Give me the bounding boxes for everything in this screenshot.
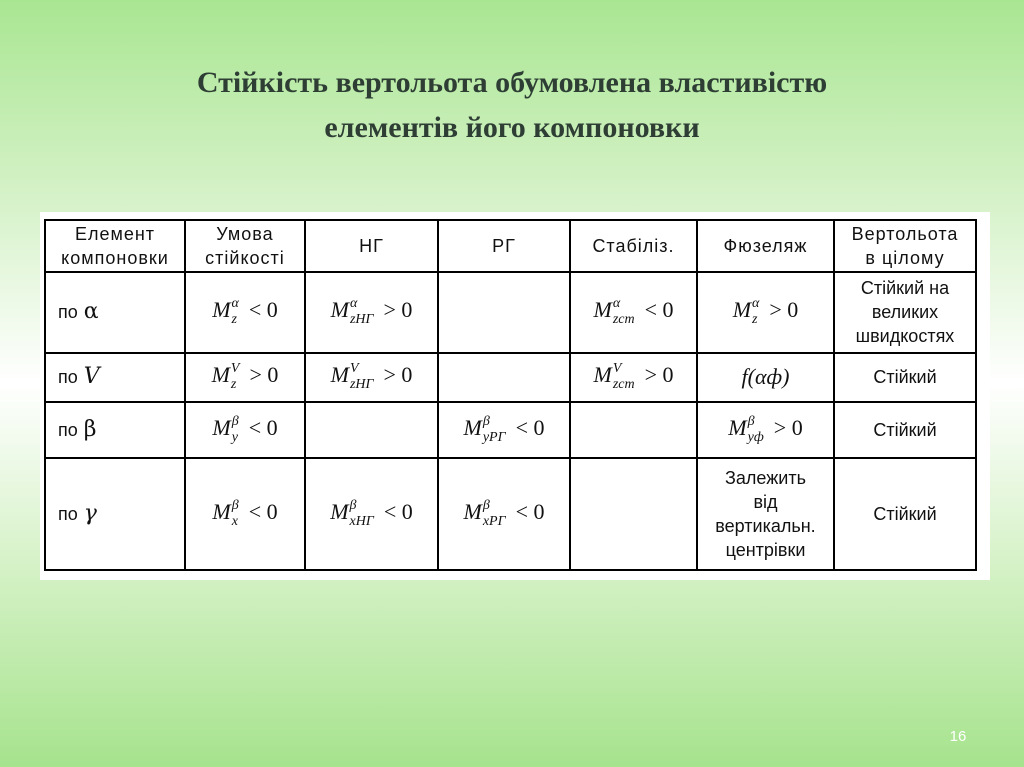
moment-cell xyxy=(570,272,697,353)
overall-cell xyxy=(834,458,976,570)
moment-superscript: β xyxy=(747,414,755,430)
moment-superscript: V xyxy=(349,361,359,377)
page-number: 16 xyxy=(949,728,967,745)
moment-relation: < 0 xyxy=(644,297,674,323)
fuselage-note-cell-text: вертикальн. xyxy=(715,516,816,537)
moment-cell xyxy=(305,402,438,458)
slide-title-line-1: Стійкість вертольота обумовлена властивістю xyxy=(196,66,828,99)
moment-symbol: M xyxy=(330,362,349,388)
row-label xyxy=(45,272,185,353)
header-cell xyxy=(697,220,834,272)
moment-expression xyxy=(463,414,545,446)
overall-cell-text: Стійкий xyxy=(873,504,937,525)
table-row xyxy=(45,353,976,403)
overall-cell-text: великих xyxy=(871,302,939,323)
moment-relation: > 0 xyxy=(769,297,799,323)
moment-cell xyxy=(570,458,697,570)
overall-cell xyxy=(834,353,976,403)
header-text: НГ xyxy=(359,235,384,256)
header-cell xyxy=(185,220,305,272)
moment-expression xyxy=(593,361,674,393)
moment-symbol: M xyxy=(728,415,747,441)
row-label xyxy=(45,402,185,458)
moment-superscript: β xyxy=(349,498,357,514)
slide-title xyxy=(0,60,1024,150)
header-cell xyxy=(570,220,697,272)
moment-symbol: M xyxy=(330,297,349,323)
fuselage-note-cell-text: центрівки xyxy=(725,540,806,561)
row-symbol: β xyxy=(83,417,97,443)
moment-expression xyxy=(728,414,803,446)
moment-superscript: V xyxy=(612,361,622,377)
moment-symbol: M xyxy=(212,415,231,441)
header-text: компоновки xyxy=(61,247,169,268)
overall-cell-text: швидкостях xyxy=(855,326,955,347)
moment-cell xyxy=(697,402,834,458)
header-text: стійкості xyxy=(205,247,285,268)
moment-subscript: zНГ xyxy=(349,312,374,328)
moment-relation: < 0 xyxy=(515,415,545,441)
fuselage-note-cell-text: Залежить xyxy=(725,468,806,489)
moment-cell xyxy=(185,458,305,570)
moment-cell xyxy=(697,272,834,353)
overall-cell xyxy=(834,272,976,353)
fuselage-note-cell-text: від xyxy=(753,492,778,513)
moment-cell xyxy=(185,272,305,353)
fuselage-function: f(αф) xyxy=(741,363,790,389)
table-image xyxy=(40,212,990,580)
moment-superscript: β xyxy=(231,414,239,430)
moment-relation: > 0 xyxy=(383,297,413,323)
moment-superscript: β xyxy=(482,414,490,430)
moment-subscript: y xyxy=(231,430,238,446)
fuselage-function-cell xyxy=(697,353,834,403)
row-label-text: по xyxy=(58,420,78,441)
moment-superscript: V xyxy=(230,361,240,377)
header-text: Елемент xyxy=(74,223,156,244)
moment-expression xyxy=(212,498,278,530)
moment-relation: > 0 xyxy=(644,362,674,388)
moment-symbol: M xyxy=(463,415,482,441)
moment-relation: > 0 xyxy=(773,415,803,441)
moment-expression xyxy=(212,296,278,328)
moment-subscript: x xyxy=(231,514,238,530)
header-cell xyxy=(438,220,570,272)
moment-relation: > 0 xyxy=(383,362,413,388)
moment-expression xyxy=(732,296,799,328)
row-label xyxy=(45,458,185,570)
moment-relation: < 0 xyxy=(248,415,278,441)
moment-symbol: M xyxy=(212,499,231,525)
moment-subscript: zНГ xyxy=(349,377,374,393)
moment-symbol: M xyxy=(211,362,230,388)
row-label-text: по xyxy=(58,504,78,525)
header-text: в цілому xyxy=(865,247,945,268)
row-label-text: по xyxy=(58,302,78,323)
moment-expression xyxy=(330,296,413,328)
moment-cell xyxy=(305,353,438,403)
moment-cell xyxy=(438,353,570,403)
row-symbol: γ xyxy=(83,501,97,527)
moment-expression xyxy=(211,361,279,393)
row-symbol: α xyxy=(83,299,99,325)
moment-symbol: M xyxy=(463,499,482,525)
moment-expression xyxy=(330,498,413,530)
row-symbol: V xyxy=(83,364,100,390)
moment-relation: < 0 xyxy=(515,499,545,525)
header-cell xyxy=(834,220,976,272)
moment-superscript: α xyxy=(349,296,358,312)
moment-relation: < 0 xyxy=(248,297,278,323)
header-text: Фюзеляж xyxy=(723,235,808,256)
header-text: РГ xyxy=(492,235,516,256)
moment-subscript: xРГ xyxy=(482,514,506,530)
moment-cell xyxy=(185,353,305,403)
moment-cell xyxy=(438,402,570,458)
moment-subscript: zст xyxy=(612,377,635,393)
moment-relation: < 0 xyxy=(383,499,413,525)
moment-symbol: M xyxy=(212,297,231,323)
header-text: Умова xyxy=(216,223,274,244)
row-label xyxy=(45,353,185,403)
header-cell xyxy=(45,220,185,272)
moment-subscript: z xyxy=(230,377,237,393)
stability-table xyxy=(44,219,977,571)
moment-cell xyxy=(438,458,570,570)
slide-title-line-2: елементів його компоновки xyxy=(324,111,700,144)
moment-cell xyxy=(570,353,697,403)
moment-cell xyxy=(570,402,697,458)
moment-symbol: M xyxy=(593,362,612,388)
overall-cell-text: Стійкий xyxy=(873,367,937,388)
moment-expression xyxy=(330,361,413,393)
moment-relation: < 0 xyxy=(248,499,278,525)
moment-superscript: β xyxy=(482,498,490,514)
moment-symbol: M xyxy=(732,297,752,323)
header-text: Стабіліз. xyxy=(592,235,675,256)
moment-superscript: α xyxy=(231,296,239,312)
moment-subscript: zст xyxy=(612,312,635,328)
table-row xyxy=(45,458,976,570)
moment-superscript: α xyxy=(752,296,760,312)
overall-cell-text: Стійкий xyxy=(873,420,937,441)
moment-subscript: z xyxy=(231,312,237,328)
header-cell xyxy=(305,220,438,272)
overall-cell-text: Стійкий на xyxy=(860,278,950,299)
moment-superscript: β xyxy=(231,498,239,514)
moment-subscript: z xyxy=(752,312,758,328)
moment-expression xyxy=(463,498,545,530)
table-row xyxy=(45,402,976,458)
moment-cell xyxy=(305,458,438,570)
overall-cell xyxy=(834,402,976,458)
moment-subscript: yРГ xyxy=(482,430,506,446)
header-row xyxy=(45,220,976,272)
moment-symbol: M xyxy=(330,499,349,525)
moment-cell xyxy=(185,402,305,458)
moment-superscript: α xyxy=(612,296,621,312)
fuselage-note-cell xyxy=(697,458,834,570)
row-label-text: по xyxy=(58,367,78,388)
table-row xyxy=(45,272,976,353)
header-text: Вертольота xyxy=(851,223,959,244)
moment-symbol: M xyxy=(593,297,612,323)
moment-subscript: yф xyxy=(747,430,764,446)
moment-expression xyxy=(212,414,278,446)
moment-cell xyxy=(305,272,438,353)
moment-expression xyxy=(593,296,674,328)
moment-cell xyxy=(438,272,570,353)
moment-subscript: xНГ xyxy=(349,514,374,530)
moment-relation: > 0 xyxy=(249,362,279,388)
